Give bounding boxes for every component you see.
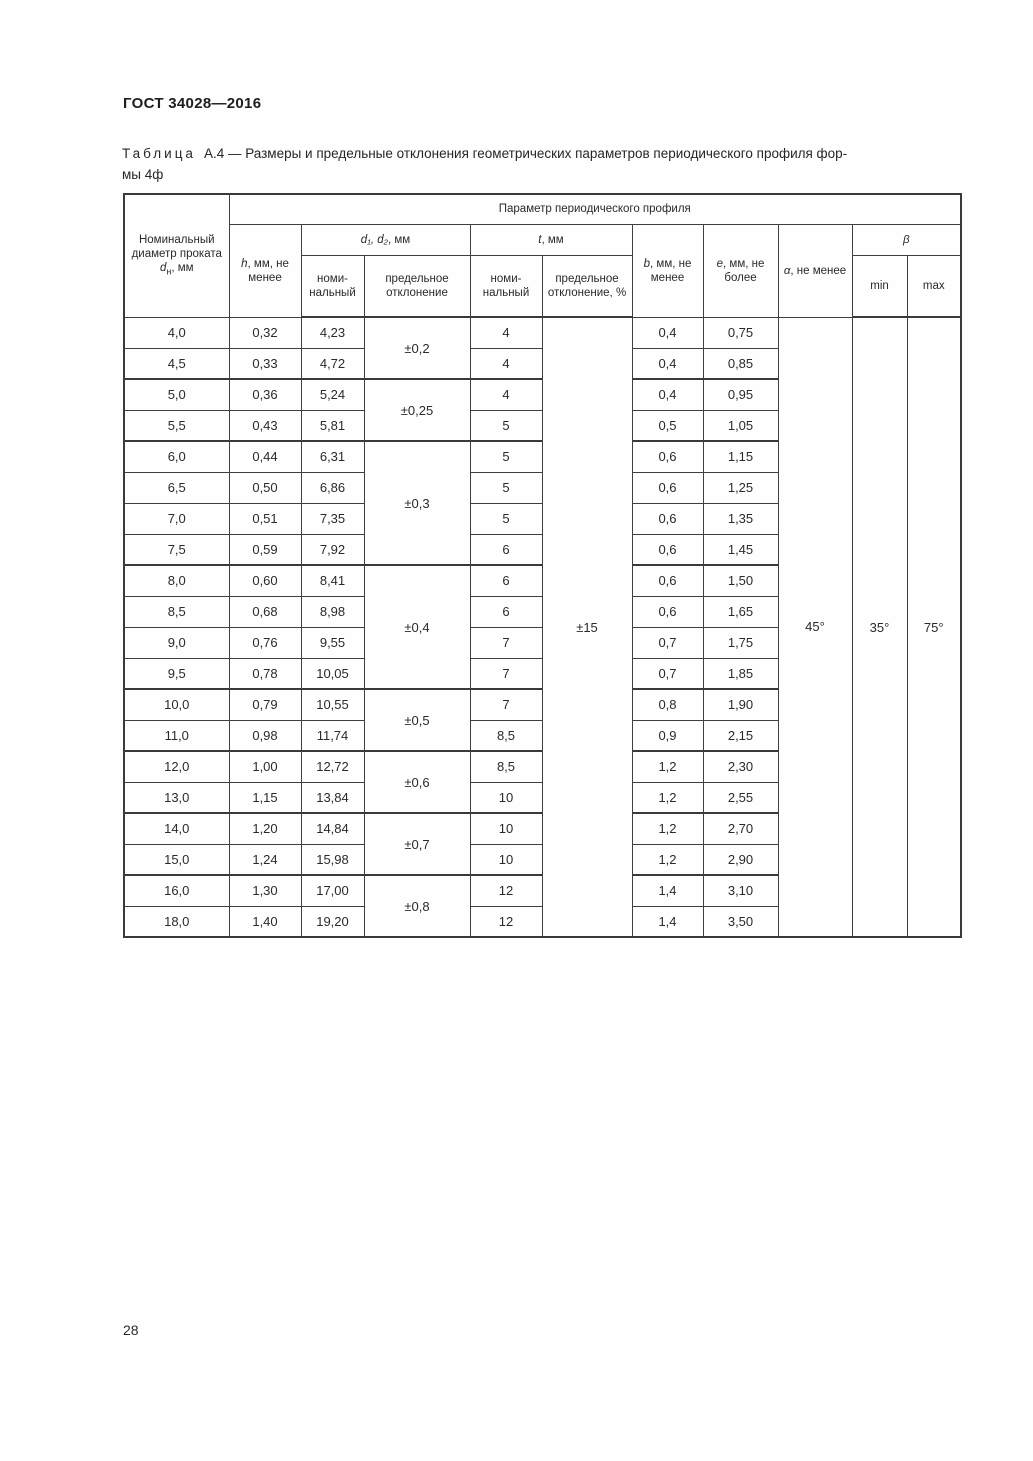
cell-e: 1,50 (703, 565, 778, 596)
cell-t-nominal: 8,5 (470, 720, 542, 751)
cell-t-nominal: 5 (470, 441, 542, 472)
cell-b: 0,4 (632, 317, 703, 348)
cell-h: 1,20 (229, 813, 301, 844)
document-number: ГОСТ 34028—2016 (123, 95, 262, 112)
cell-d-nominal: 7,92 (301, 534, 364, 565)
cell-h: 0,68 (229, 596, 301, 627)
cell-d-nominal: 5,24 (301, 379, 364, 410)
cell-e: 3,50 (703, 906, 778, 937)
cell-diameter: 5,0 (124, 379, 229, 410)
d12-symbol: d₁, d₂ (360, 233, 388, 246)
cell-beta-min: 35° (852, 317, 907, 937)
cell-e: 2,15 (703, 720, 778, 751)
cell-b: 0,6 (632, 503, 703, 534)
page-number: 28 (123, 1322, 139, 1338)
table-a4 (123, 193, 962, 938)
header-t-tail: , мм (541, 233, 564, 246)
cell-beta-max: 75° (907, 317, 961, 937)
cell-e: 0,75 (703, 317, 778, 348)
header-alpha (778, 224, 852, 317)
cell-e: 2,55 (703, 782, 778, 813)
cell-b: 0,7 (632, 658, 703, 689)
cell-d-nominal: 10,05 (301, 658, 364, 689)
diameter-symbol: d (159, 262, 167, 275)
cell-d-deviation: ±0,3 (364, 441, 470, 565)
header-d-nominal: номи-нальный (301, 255, 364, 317)
cell-d-deviation: ±0,8 (364, 875, 470, 937)
cell-d-nominal: 4,72 (301, 348, 364, 379)
cell-d-deviation: ±0,4 (364, 565, 470, 689)
cell-h: 1,00 (229, 751, 301, 782)
cell-diameter: 13,0 (124, 782, 229, 813)
header-b (632, 224, 703, 317)
cell-b: 1,2 (632, 844, 703, 875)
cell-h: 0,32 (229, 317, 301, 348)
cell-b: 0,6 (632, 472, 703, 503)
cell-d-nominal: 8,41 (301, 565, 364, 596)
cell-b: 0,5 (632, 410, 703, 441)
cell-diameter: 9,0 (124, 627, 229, 658)
cell-e: 1,25 (703, 472, 778, 503)
header-t-deviation: предельное отклонение, % (542, 255, 632, 317)
cell-d-nominal: 13,84 (301, 782, 364, 813)
cell-d-nominal: 19,20 (301, 906, 364, 937)
header-d-deviation: предельное отклонение (364, 255, 470, 317)
cell-diameter: 6,0 (124, 441, 229, 472)
cell-t-nominal: 5 (470, 410, 542, 441)
t-symbol: t (538, 233, 542, 246)
cell-e: 2,90 (703, 844, 778, 875)
cell-d-deviation: ±0,25 (364, 379, 470, 441)
cell-d-nominal: 7,35 (301, 503, 364, 534)
cell-d-nominal: 14,84 (301, 813, 364, 844)
cell-h: 0,76 (229, 627, 301, 658)
cell-b: 0,4 (632, 348, 703, 379)
cell-t-nominal: 5 (470, 503, 542, 534)
cell-alpha: 45° (778, 317, 852, 937)
cell-e: 1,85 (703, 658, 778, 689)
header-diameter (124, 194, 229, 317)
cell-b: 1,2 (632, 813, 703, 844)
header-e-tail: , мм, не более (723, 257, 765, 284)
cell-h: 0,59 (229, 534, 301, 565)
cell-diameter: 10,0 (124, 689, 229, 720)
cell-b: 0,6 (632, 534, 703, 565)
cell-h: 1,24 (229, 844, 301, 875)
cell-d-deviation: ±0,7 (364, 813, 470, 875)
cell-b: 0,8 (632, 689, 703, 720)
cell-d-deviation: ±0,5 (364, 689, 470, 751)
cell-t-nominal: 7 (470, 658, 542, 689)
cell-b: 1,2 (632, 751, 703, 782)
cell-diameter: 5,5 (124, 410, 229, 441)
cell-diameter: 8,0 (124, 565, 229, 596)
cell-b: 0,9 (632, 720, 703, 751)
cell-t-nominal: 4 (470, 317, 542, 348)
header-h-tail: , мм, не менее (247, 257, 289, 284)
cell-t-nominal: 12 (470, 906, 542, 937)
cell-diameter: 18,0 (124, 906, 229, 937)
header-d12-group (301, 224, 470, 255)
table-caption-line2: мы 4ф (122, 167, 164, 182)
cell-h: 0,33 (229, 348, 301, 379)
cell-t-nominal: 7 (470, 689, 542, 720)
header-e (703, 224, 778, 317)
header-t-nominal: номи-нальный (470, 255, 542, 317)
header-beta-min: min (852, 255, 907, 317)
beta-symbol: β (902, 233, 910, 246)
b-symbol: b (643, 257, 651, 270)
cell-h: 0,36 (229, 379, 301, 410)
cell-b: 0,6 (632, 441, 703, 472)
cell-t-nominal: 7 (470, 627, 542, 658)
table-caption-line1: А.4 — Размеры и предельные отклонения геометрических параметров периодического профиля фор- (203, 146, 848, 161)
cell-diameter: 12,0 (124, 751, 229, 782)
cell-h: 0,78 (229, 658, 301, 689)
cell-t-nominal: 8,5 (470, 751, 542, 782)
cell-e: 1,75 (703, 627, 778, 658)
cell-b: 1,4 (632, 875, 703, 906)
cell-h: 0,50 (229, 472, 301, 503)
cell-b: 1,4 (632, 906, 703, 937)
cell-d-nominal: 10,55 (301, 689, 364, 720)
cell-d-nominal: 12,72 (301, 751, 364, 782)
cell-diameter: 7,5 (124, 534, 229, 565)
cell-diameter: 8,5 (124, 596, 229, 627)
cell-d-deviation: ±0,2 (364, 317, 470, 379)
cell-t-nominal: 4 (470, 379, 542, 410)
cell-h: 1,40 (229, 906, 301, 937)
cell-b: 0,6 (632, 565, 703, 596)
header-b-tail: , мм, не менее (650, 257, 692, 284)
cell-diameter: 9,5 (124, 658, 229, 689)
header-h (229, 224, 301, 317)
cell-e: 2,70 (703, 813, 778, 844)
header-d12-tail: , мм (388, 233, 411, 246)
cell-h: 1,30 (229, 875, 301, 906)
cell-t-nominal: 4 (470, 348, 542, 379)
cell-d-nominal: 17,00 (301, 875, 364, 906)
cell-h: 0,43 (229, 410, 301, 441)
cell-b: 0,4 (632, 379, 703, 410)
cell-h: 1,15 (229, 782, 301, 813)
h-symbol: h (241, 257, 248, 270)
cell-e: 1,05 (703, 410, 778, 441)
cell-e: 0,95 (703, 379, 778, 410)
cell-t-nominal: 6 (470, 534, 542, 565)
cell-t-nominal: 10 (470, 844, 542, 875)
cell-diameter: 6,5 (124, 472, 229, 503)
header-profile-parameter: Параметр периодического профиля (229, 194, 961, 224)
cell-h: 0,51 (229, 503, 301, 534)
header-alpha-tail: , не менее (790, 264, 847, 277)
cell-diameter: 14,0 (124, 813, 229, 844)
cell-t-nominal: 10 (470, 813, 542, 844)
cell-diameter: 7,0 (124, 503, 229, 534)
header-beta-group (852, 224, 961, 255)
cell-d-nominal: 11,74 (301, 720, 364, 751)
cell-h: 0,60 (229, 565, 301, 596)
diameter-subscript: н (166, 266, 172, 277)
cell-h: 0,44 (229, 441, 301, 472)
header-beta-max: max (907, 255, 961, 317)
cell-d-nominal: 9,55 (301, 627, 364, 658)
cell-diameter: 15,0 (124, 844, 229, 875)
cell-e: 3,10 (703, 875, 778, 906)
cell-diameter: 11,0 (124, 720, 229, 751)
cell-e: 1,35 (703, 503, 778, 534)
header-diameter-tail: , мм (171, 262, 194, 275)
header-diameter-text: Номинальный диаметр проката (131, 234, 222, 261)
table-caption-label: Таблица (122, 146, 196, 161)
cell-e: 1,65 (703, 596, 778, 627)
table-row (124, 317, 961, 348)
cell-h: 0,98 (229, 720, 301, 751)
cell-t-deviation: ±15 (542, 317, 632, 937)
cell-b: 1,2 (632, 782, 703, 813)
cell-b: 0,7 (632, 627, 703, 658)
cell-e: 1,90 (703, 689, 778, 720)
cell-t-nominal: 12 (470, 875, 542, 906)
cell-diameter: 4,0 (124, 317, 229, 348)
table-caption (122, 143, 847, 185)
alpha-symbol: α (783, 264, 791, 277)
cell-diameter: 4,5 (124, 348, 229, 379)
cell-d-deviation: ±0,6 (364, 751, 470, 813)
cell-d-nominal: 4,23 (301, 317, 364, 348)
header-t-group (470, 224, 632, 255)
cell-e: 0,85 (703, 348, 778, 379)
cell-e: 1,15 (703, 441, 778, 472)
cell-d-nominal: 5,81 (301, 410, 364, 441)
cell-d-nominal: 8,98 (301, 596, 364, 627)
cell-t-nominal: 10 (470, 782, 542, 813)
cell-t-nominal: 5 (470, 472, 542, 503)
cell-d-nominal: 15,98 (301, 844, 364, 875)
cell-t-nominal: 6 (470, 565, 542, 596)
e-symbol: e (716, 257, 724, 270)
cell-d-nominal: 6,31 (301, 441, 364, 472)
cell-diameter: 16,0 (124, 875, 229, 906)
cell-d-nominal: 6,86 (301, 472, 364, 503)
cell-e: 1,45 (703, 534, 778, 565)
cell-e: 2,30 (703, 751, 778, 782)
cell-h: 0,79 (229, 689, 301, 720)
cell-t-nominal: 6 (470, 596, 542, 627)
cell-b: 0,6 (632, 596, 703, 627)
